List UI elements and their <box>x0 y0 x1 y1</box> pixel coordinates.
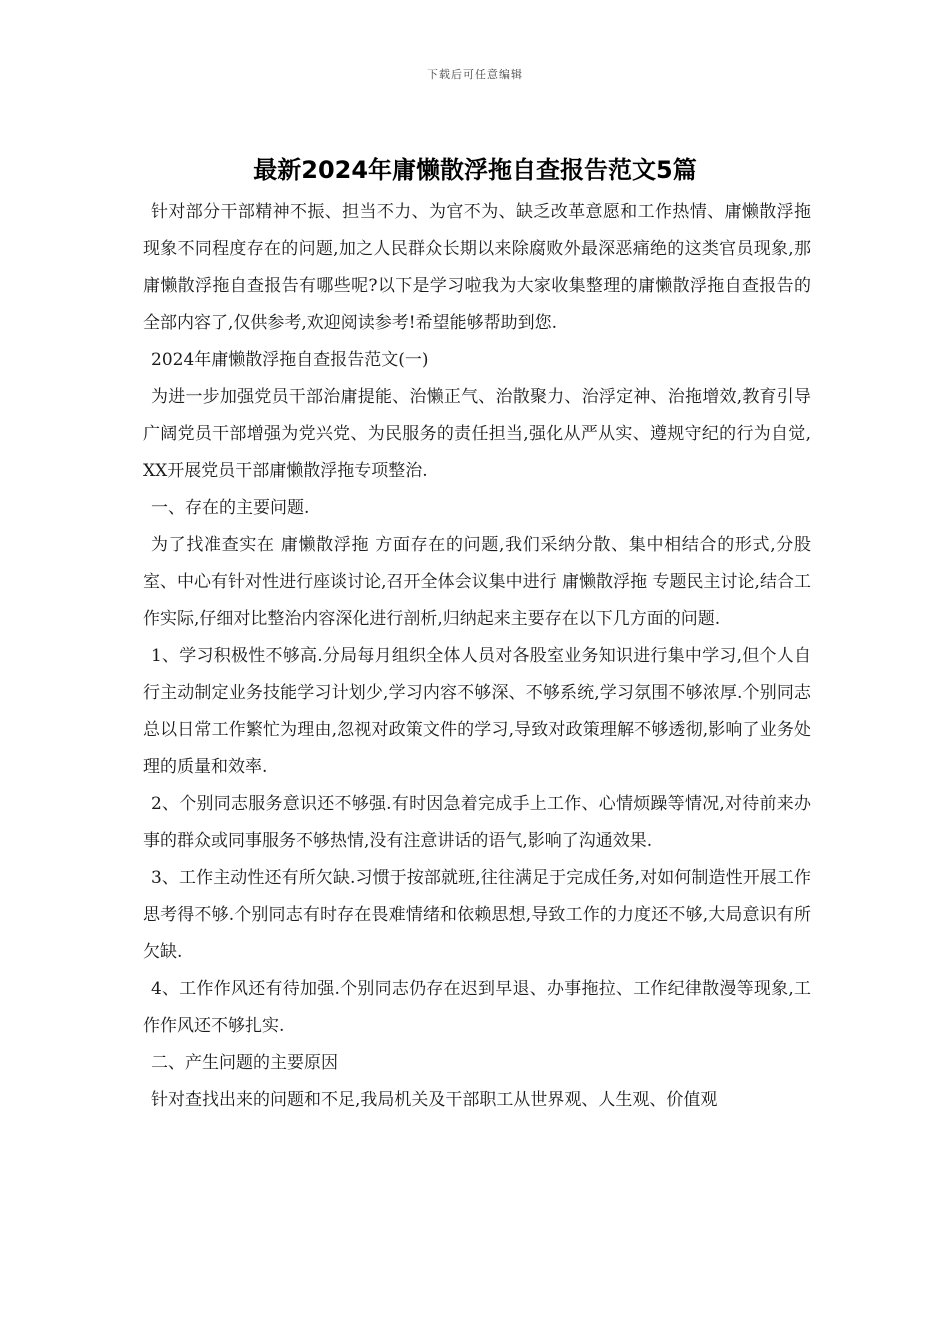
paragraph-heading-causes: 二、产生问题的主要原因 <box>151 1053 338 1073</box>
paragraph: 针对查找出来的问题和不足,我局机关及干部职工从世界观、人生观、价值观 <box>151 1090 718 1110</box>
document-body <box>143 194 811 1119</box>
paragraph-item-3: 3、工作主动性还有所欠缺.习惯于按部就班,往往满足于完成任务,对如何制造性开展工作思考得不够.个别同志有时存在畏难情绪和依赖思想,导致工作的力度还不够,大局意识有所欠缺. <box>143 868 811 962</box>
paragraph-item-1: 1、学习积极性不够高.分局每月组织全体人员对各股室业务知识进行集中学习,但个人自行主动制定业务技能学习计划少,学习内容不够深、不够系统,学习氛围不够浓厚.个别同志总以日常工作繁忙为理由,忽视对政策文件的学习,导致对政策理解不够透彻,影响了业务处理的质量和效率. <box>143 646 811 777</box>
header-note: 下载后可任意编辑 <box>427 68 523 81</box>
paragraph: 为了找准查实在 庸懒散浮拖 方面存在的问题,我们采纳分散、集中相结合的形式,分股室、中心有针对性进行座谈讨论,召开全体会议集中进行 庸懒散浮拖 专题民主讨论,结合工作实际,仔细对比整治内容深化进行剖析,归纳起来主要存在以下几方面的问题. <box>143 535 811 629</box>
paragraph: 为进一步加强党员干部治庸提能、治懒正气、治散聚力、治浮定神、治拖增效,教育引导广阔党员干部增强为党兴党、为民服务的责任担当,强化从严从实、遵规守纪的行为自觉,XX开展党员干部庸懒散浮拖专项整治. <box>143 387 811 481</box>
paragraph-item-2: 2、个别同志服务意识还不够强.有时因急着完成手上工作、心情烦躁等情况,对待前来办事的群众或同事服务不够热情,没有注意讲话的语气,影响了沟通效果. <box>143 794 811 851</box>
paragraph-heading-problems: 一、存在的主要问题. <box>151 498 310 518</box>
paragraph-item-4: 4、工作作风还有待加强.个别同志仍存在迟到早退、办事拖拉、工作纪律散漫等现象,工作作风还不够扎实. <box>143 979 811 1036</box>
paragraph-intro: 针对部分干部精神不振、担当不力、为官不为、缺乏改革意愿和工作热情、庸懒散浮拖现象不同程度存在的问题,加之人民群众长期以来除腐败外最深恶痛绝的这类官员现象,那庸懒散浮拖自查报告有哪些呢?以下是学习啦我为大家收集整理的庸懒散浮拖自查报告的全部内容了,仅供参考,欢迎阅读参考!希望能够帮助到您. <box>143 202 811 333</box>
paragraph-section-heading: 2024年庸懒散浮拖自查报告范文(一) <box>151 350 429 370</box>
document-title: 最新2024年庸懒散浮拖自查报告范文5篇 <box>253 156 697 184</box>
